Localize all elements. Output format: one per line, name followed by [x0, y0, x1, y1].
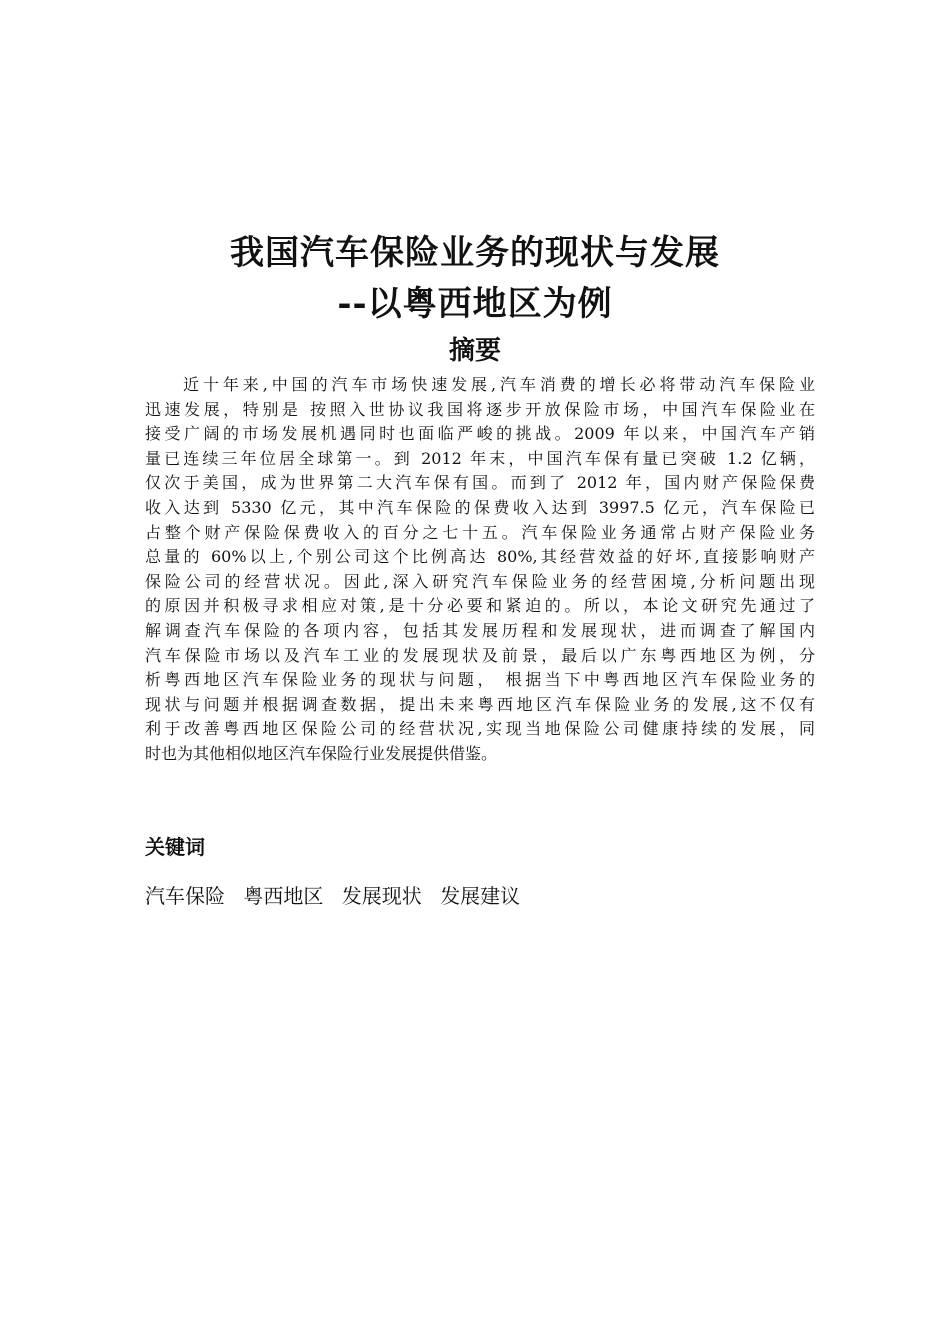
abstract-line: 保险公司的经营状况。因此,深入研究汽车保险业务的经营困境,分析问题出现: [145, 571, 815, 591]
abstract-line: 汽车保险市场以及汽车工业的发展现状及前景，最后以广东粤西地区为例，分: [145, 645, 815, 665]
keyword: 发展建议: [440, 884, 521, 908]
keyword: 粤西地区: [243, 884, 324, 908]
paper-subtitle: --以粤西地区为例: [337, 284, 613, 324]
keyword: 汽车保险: [145, 884, 225, 908]
keywords-heading: 关键词: [145, 835, 205, 859]
abstract-line: 现状与问题并根据调查数据，提出未来粤西地区汽车保险业务的发展,这不仅有: [145, 694, 815, 714]
abstract-line: 迅速发展，特别是 按照入世协议我国将逐步开放保险市场，中国汽车保险业在: [145, 399, 815, 419]
abstract-body: [145, 373, 815, 767]
paper-title: 我国汽车保险业务的现状与发展: [230, 233, 720, 273]
abstract-heading: 摘要: [448, 336, 501, 366]
keyword: 发展现状: [341, 884, 422, 908]
abstract-line: 利于改善粤西地区保险公司的经营状况,实现当地保险公司健康持续的发展，同: [145, 719, 815, 739]
abstract-line: 仅次于美国，成为世界第二大汽车保有国。而到了 2012 年，国内财产保险保费: [145, 473, 815, 493]
abstract-line: 时也为其他相似地区汽车保险行业发展提供借鉴。: [145, 743, 498, 763]
abstract-line: 近十年来,中国的汽车市场快速发展,汽车消费的增长必将带动汽车保险业: [183, 375, 815, 394]
abstract-line: 占整个财产保险保费收入的百分之七十五。汽车保险业务通常占财产保险业务: [145, 522, 815, 542]
abstract-line: 析粤西地区汽车保险业务的现状与问题， 根据当下中粤西地区汽车保险业务的: [145, 670, 815, 690]
abstract-line: 量已连续三年位居全球第一。到 2012 年末，中国汽车保有量已突破 1.2 亿辆，: [145, 448, 815, 468]
abstract-line: 接受广阔的市场发展机遇同时也面临严峻的挑战。2009 年以来，中国汽车产销: [145, 424, 815, 444]
abstract-line: 收入达到 5330 亿元，其中汽车保险的保费收入达到 3997.5 亿元，汽车保险已: [145, 497, 815, 517]
keywords-list: [145, 881, 532, 911]
abstract-line: 的原因并积极寻求相应对策,是十分必要和紧迫的。所以，本论文研究先通过了: [145, 596, 815, 616]
abstract-line: 总量的 60%以上,个别公司这个比例高达 80%,其经营效益的好坏,直接影响财产: [145, 547, 815, 567]
abstract-line: 解调查汽车保险的各项内容，包括其发展历程和发展现状，进而调查了解国内: [145, 620, 815, 640]
